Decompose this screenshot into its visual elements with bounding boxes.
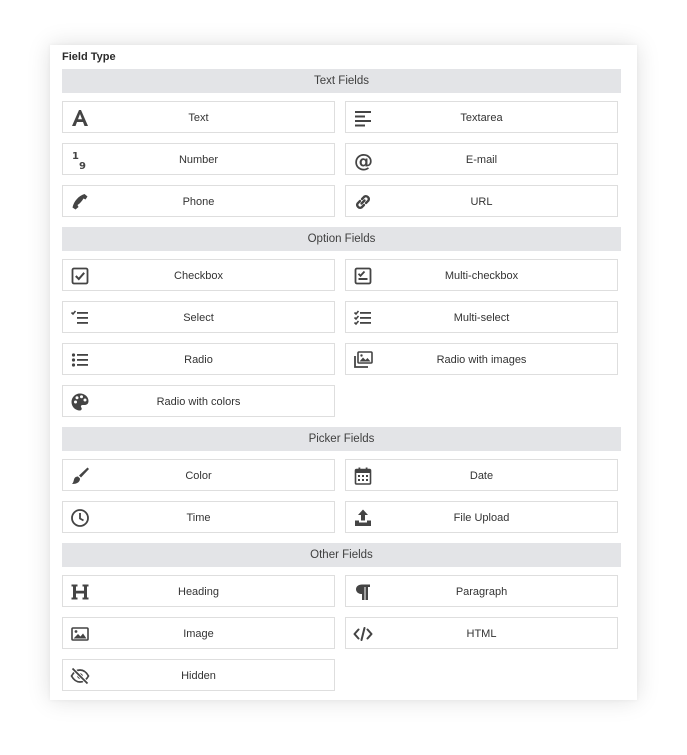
field-label: HTML [466,628,497,640]
field-label: Heading [178,586,219,598]
svg-text:1: 1 [72,151,79,162]
field-button-radio-with-colors[interactable] [62,385,335,417]
field-label: Multi-select [453,312,510,324]
section-header-picker-fields: Picker Fields [62,427,621,451]
field-label: Multi-checkbox [444,270,519,282]
field-label: Date [469,470,494,482]
field-label: Paragraph [455,586,508,598]
field-label: Select [183,312,214,324]
field-label: Image [183,628,214,640]
field-label: Radio [184,354,213,366]
field-button-multi-checkbox[interactable] [345,259,618,291]
svg-text:@: @ [354,150,373,171]
field-button-radio[interactable] [62,343,335,375]
field-type-title: Field Type [62,51,116,63]
svg-text:9: 9 [79,161,86,171]
field-button-hidden[interactable] [62,659,335,691]
field-button-image[interactable] [62,617,335,649]
field-label: Hidden [181,670,216,682]
field-button-email[interactable] [345,143,618,175]
section-header-option-fields: Option Fields [62,227,621,251]
field-button-textarea[interactable] [345,101,618,133]
field-button-radio-with-images[interactable] [345,343,618,375]
field-label: Time [186,512,211,524]
field-button-heading[interactable] [62,575,335,607]
field-label: Checkbox [174,270,223,282]
field-label: Text [188,112,209,124]
field-button-url[interactable] [345,185,618,217]
field-button-phone[interactable] [62,185,335,217]
field-label: File Upload [453,512,510,524]
field-button-select[interactable] [62,301,335,333]
field-button-checkbox[interactable] [62,259,335,291]
field-label: E-mail [465,154,498,166]
field-label: Radio with colors [156,396,241,408]
field-label: Color [185,470,212,482]
field-label: Textarea [460,112,503,124]
section-header-other-fields: Other Fields [62,543,621,567]
section-header-text-fields: Text Fields [62,69,621,93]
field-button-text[interactable] [62,101,335,133]
field-button-html[interactable] [345,617,618,649]
field-button-file-upload[interactable] [345,501,618,533]
field-label: Radio with images [436,354,527,366]
field-button-multi-select[interactable] [345,301,618,333]
field-button-paragraph[interactable] [345,575,618,607]
field-button-number[interactable] [62,143,335,175]
field-button-time[interactable] [62,501,335,533]
field-button-date[interactable] [345,459,618,491]
field-label: URL [470,196,493,208]
field-label: Number [178,154,219,166]
field-label: Phone [182,196,215,208]
field-button-color[interactable] [62,459,335,491]
